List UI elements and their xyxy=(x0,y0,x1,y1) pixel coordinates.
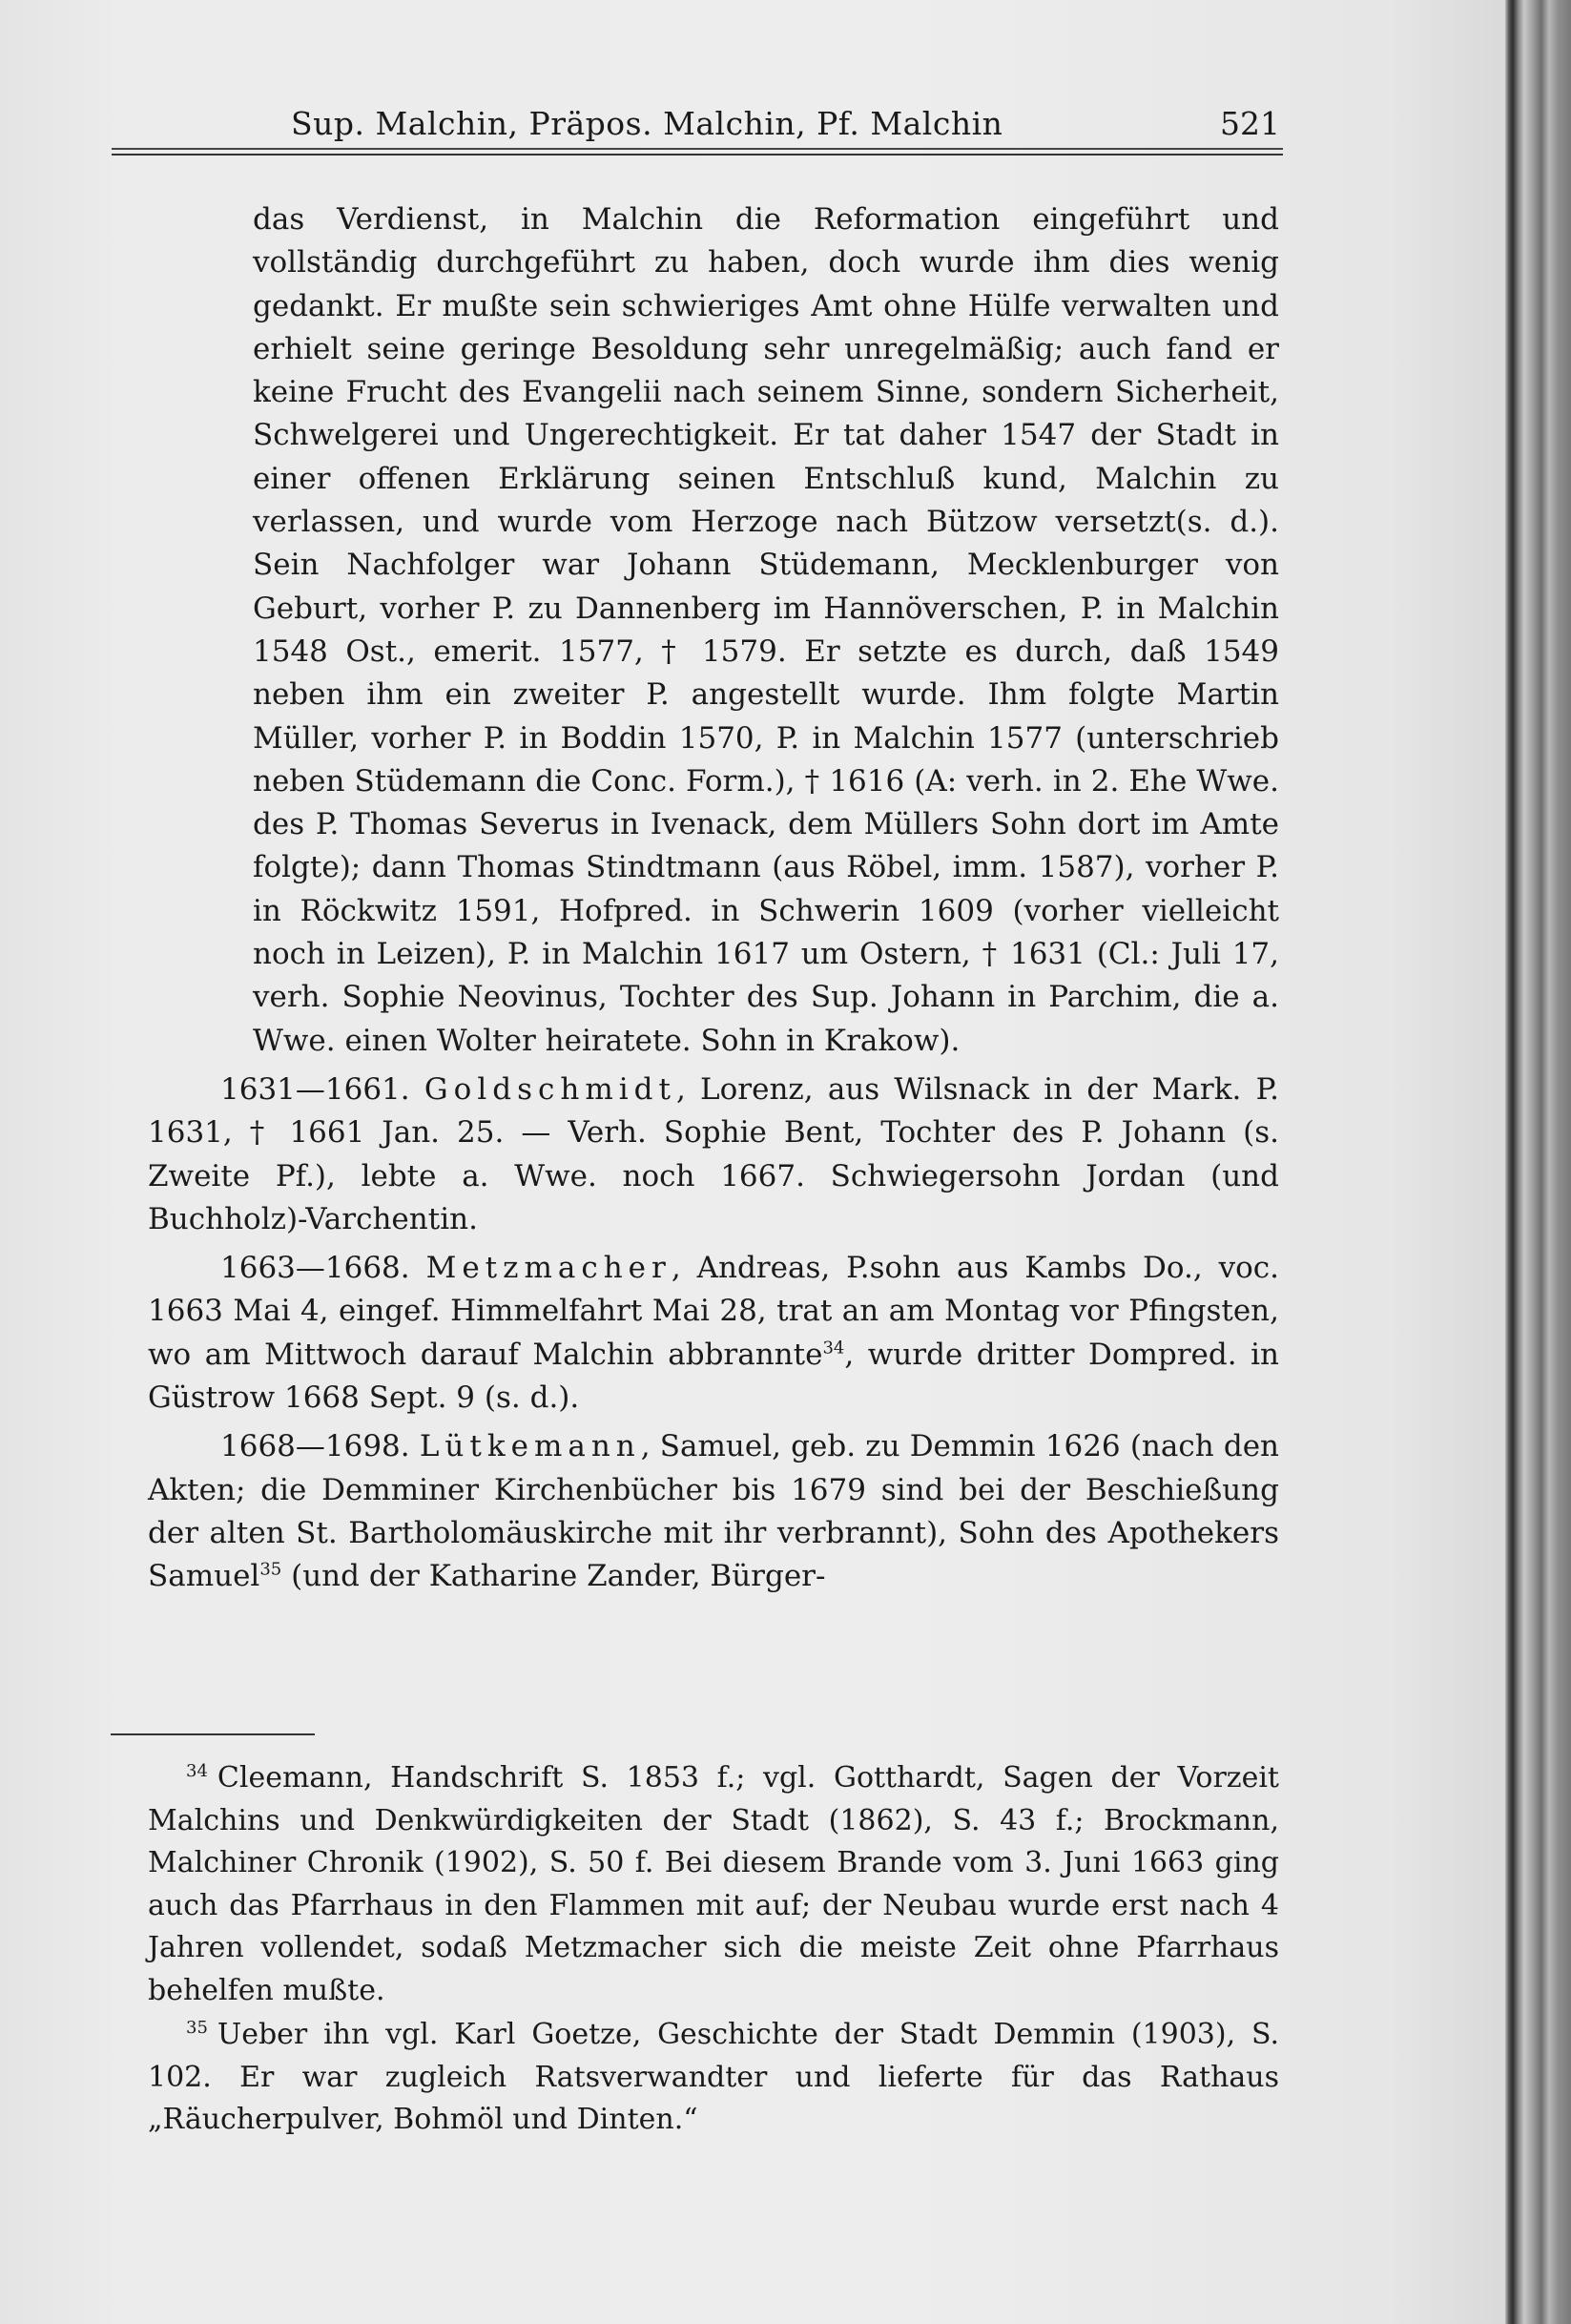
entry-name: Goldschmidt xyxy=(424,1071,676,1107)
book-binding-edge xyxy=(1505,0,1571,2324)
entry-goldschmidt xyxy=(148,1069,1279,1241)
page-number: 521 xyxy=(1220,105,1280,142)
entry-years: 1631—1661. xyxy=(220,1071,410,1107)
footnotes xyxy=(148,1757,1279,2142)
entry-name: Metzmacher xyxy=(425,1251,672,1286)
entry-text: , Samuel, geb. zu Demmin 1626 (nach den Akten; die Demminer Kirchenbücher bis 1679 sind bei der Beschießung der alten St. Bartholomäuskirche mit ihr verbrannt), Sohn des Apothekers Samuel xyxy=(148,1429,1280,1594)
footnote-number: 35 xyxy=(186,2018,208,2038)
entry-text: , Lorenz, aus Wilsnack in der Mark. P. 1631, † 1661 Jan. 25. — Verh. Sophie Bent, Tochter des P. Johann (s. Zweite Pf.), lebte a. Wwe. noch 1667. Schwiegersohn Jordan (und Buchholz)-Varchentin. xyxy=(148,1071,1280,1236)
footnote-separator xyxy=(111,1733,315,1735)
entry-text: , Andreas, P.sohn aus Kambs Do., voc. 1663 Mai 4, eingef. Himmelfahrt Mai 28, trat an am Montag vor Pfingsten, wo am Mittwoch darauf Malchin abbrannte xyxy=(148,1251,1279,1372)
entry-name: Lütkemann xyxy=(419,1429,641,1464)
entry-years: 1668—1698. xyxy=(220,1429,410,1464)
footnote-34 xyxy=(148,1757,1279,2012)
entry-luetkemann xyxy=(148,1425,1279,1598)
footnote-ref-34[interactable]: 34 xyxy=(822,1338,845,1359)
header-rule-thick xyxy=(112,154,1283,156)
entry-text-cont: (und der Katharine Zander, Bürger- xyxy=(281,1559,826,1594)
main-text xyxy=(148,198,1279,1599)
entry-text-cont: , wurde dritter Dompred. in Güstrow 1668 Sept. 9 (s. d.). xyxy=(148,1337,1280,1416)
continuation-paragraph: das Verdienst, in Malchin die Reformation eingeführt und vollständig durchgeführt zu haben, doch wurde ihm dies wenig gedankt. Er mußte sein schwieriges Amt ohne Hülfe verwalten und erhielt seine geringe Besoldung sehr unregelmäßig; auch fand er keine Frucht des Evangelii nach seinem Sinne, sondern Sicherheit, Schwelgerei und Ungerechtigkeit. Er tat daher 1547 der Stadt in einer offenen Erklärung seinen Entschluß kund, Malchin zu verlassen, und wurde vom Herzoge nach Bützow versetzt(s. d.). Sein Nachfolger war Johann Stüdemann, Mecklenburger von Geburt, vorher P. zu Dannenberg im Hannöverschen, P. in Malchin 1548 Ost., emerit. 1577, † 1579. Er setzte es durch, daß 1549 neben ihm ein zweiter P. angestellt wurde. Ihm folgte Martin Müller, vorher P. in Boddin 1570, P. in Malchin 1577 (unterschrieb neben Stüdemann die Conc. Form.), † 1616 (A: verh. in 2. Ehe Wwe. des P. Thomas Severus in Ivenack, dem Müllers Sohn dort im Amte folgte); dann Thomas Stindtmann (aus Röbel, imm. 1587), vorher P. in Röckwitz 1591, Hofpred. in Schwerin 1609 (vorher vielleicht noch in Leizen), P. in Malchin 1617 um Ostern, † 1631 (Cl.: Juli 17, verh. Sophie Neovinus, Tochter des Sup. Johann in Parchim, die a. Wwe. einen Wolter heiratete. Sohn in Krakow). xyxy=(253,202,1279,1058)
footnote-text: Cleemann, Handschrift S. 1853 f.; vgl. Gotthardt, Sagen der Vorzeit Malchins und Denkwürdigkeiten der Stadt (1862), S. 43 f.; Brockmann, Malchiner Chronik (1902), S. 50 f. Bei diesem Brande vom 3. Juni 1663 ging auch das Pfarrhaus in den Flammen mit auf; der Neubau wurde erst nach 4 Jahren vollendet, sodaß Metzmacher sich die meiste Zeit ohne Pfarrhaus behelfen mußte. xyxy=(148,1761,1279,2007)
header-rule-thin xyxy=(112,148,1283,150)
footnote-text: Ueber ihn vgl. Karl Goetze, Geschichte der Stadt Demmin (1903), S. 102. Er war zugleich Ratsverwandter und lieferte für das Rathaus „Räucherpulver, Bohmöl und Dinten.“ xyxy=(148,2018,1279,2136)
footnote-number: 34 xyxy=(186,1761,208,1781)
footnote-ref-35[interactable]: 35 xyxy=(259,1559,282,1580)
entry-years: 1663—1668. xyxy=(220,1251,410,1286)
entry-metzmacher xyxy=(148,1247,1279,1420)
running-header xyxy=(112,105,1283,143)
footnote-35 xyxy=(148,2014,1279,2142)
running-title: Sup. Malchin, Präpos. Malchin, Pf. Malchin xyxy=(291,105,1003,142)
